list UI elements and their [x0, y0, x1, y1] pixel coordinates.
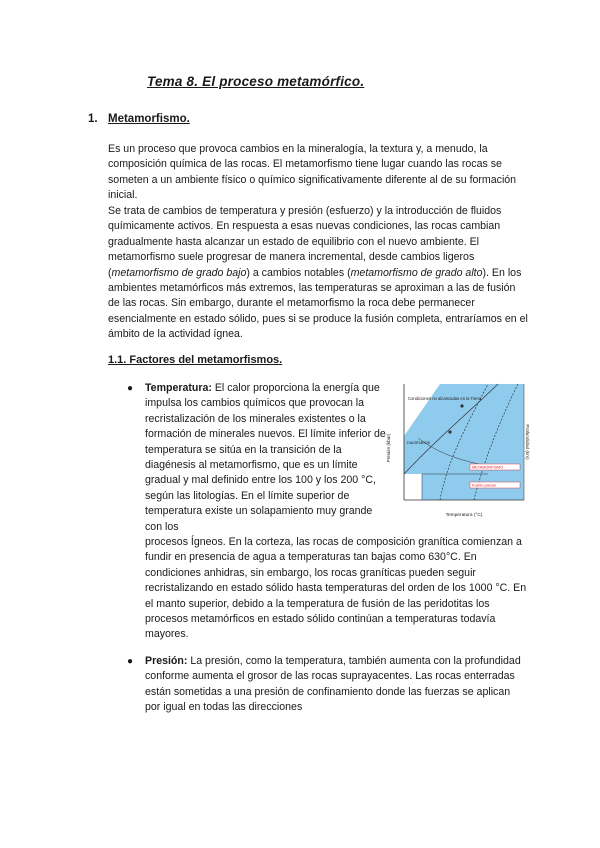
- point-marker-2: [448, 430, 451, 433]
- para2-emphasis-high-grade: metamorfismo de grado alto: [350, 266, 483, 279]
- bullet-presion-label: Presión:: [145, 655, 188, 667]
- bullet-temperatura-continuation: procesos Ígneos. En la corteza, las rocas de composición granítica comienzan a fundir en presencia de agua a temperaturas tan bajas como 630°C. En condiciones anhidras, sin embargo, los rocas graníticas pueden seguir recristalizando en estado sólido hasta temperaturas del orden de los 1000 °C. En el manto superior, debido a la temperatura de fusión de las peridotitas los procesos metamórficos en estado sólido continúan a temperaturas todavía mayores.: [145, 536, 527, 641]
- section-heading-metamorfismo: [88, 113, 190, 125]
- label-metamorphism: METAMORFISMO: [472, 465, 504, 470]
- paragraph-changes: [108, 204, 528, 343]
- bullet-marker: ●: [127, 383, 134, 394]
- bullet-temperatura-label: Temperatura:: [145, 382, 212, 394]
- diagenesis-region: [404, 474, 422, 500]
- document-title: Tema 8. El proceso metamórfico.: [147, 74, 365, 89]
- bullet-marker: ●: [127, 656, 134, 667]
- pressure-temperature-diagram: [378, 378, 528, 520]
- subsection-heading-factores: 1.1. Factores del metamorfismos.: [108, 354, 283, 366]
- pt-diagram-svg: [378, 378, 528, 520]
- label-partial-melting: Fusión parcial: [472, 483, 496, 488]
- para2-part-c: ). En los ambientes metamórficos más extremos, las temperaturas se aproximan a las de fusión de las rocas. Sin embargo, durante el metamorfismo la roca debe permanecer esencialmente en estado sólido, pues si se produce la fusión completa, entraríamos en el ámbito de la actividad ígnea.: [108, 266, 528, 341]
- paragraph-definition: Es un proceso que provoca cambios en la mineralogía, la textura y, a menudo, la composición química de las rocas. El metamorfismo tiene lugar cuando las rocas se someten a un ambiente físico o químico significativamente diferente al de su formación inicial.: [108, 143, 517, 202]
- label-unreachable: Condiciones no alcanzadas en la Tierra: [408, 396, 482, 401]
- section-number: 1.: [88, 113, 98, 125]
- section-title: Metamorfismo.: [108, 113, 190, 125]
- y-axis-label: Presión (kbar): [386, 433, 391, 463]
- para2-part-b: ) a cambios notables (: [246, 266, 351, 279]
- x-axis-label: Temperatura (°C): [445, 513, 483, 518]
- bullet-presion-text: [145, 654, 528, 716]
- label-diagenesis: DIAGÉNESIS: [407, 441, 431, 445]
- point-marker-1: [460, 404, 463, 407]
- para2-part-a: Se trata de cambios de temperatura y presión (esfuerzo) y la introducción de fluidos químicamente activos. En respuesta a esas nuevas condiciones, las rocas cambian gradualmente hasta alcanzar un estado de equilibrio con el nuevo ambiente. El metamorfismo suele progresar de manera incremental, desde cambios ligeros (: [108, 205, 502, 279]
- bullet-presion-body: La presión, como la temperatura, también aumenta con la profundidad conforme aumenta el grosor de las rocas suprayacentes. Las rocas enterradas están sometidas a una presión de confinamiento donde las fuerzas se aplican por igual en todas las direcciones: [145, 655, 521, 714]
- y2-axis-label: Profundidad (km): [525, 424, 530, 460]
- bullet-temperatura-part-a: El calor proporciona la energía que impulsa los cambios químicos que provocan la recristalización de los minerales existentes o la formación de minerales nuevos. El límite inferior de temperatura se sitúa en la transición de la diagénesis al metamorfismo, que es un límite gradual y mal definido entre los 100 y los 200 °C, según las litologías. En el límite superior de temperatura existe un solapamiento muy grande con los: [145, 382, 386, 533]
- bullet-temperatura-text: [145, 381, 392, 535]
- para2-emphasis-low-grade: metamorfismo de grado bajo: [111, 266, 247, 279]
